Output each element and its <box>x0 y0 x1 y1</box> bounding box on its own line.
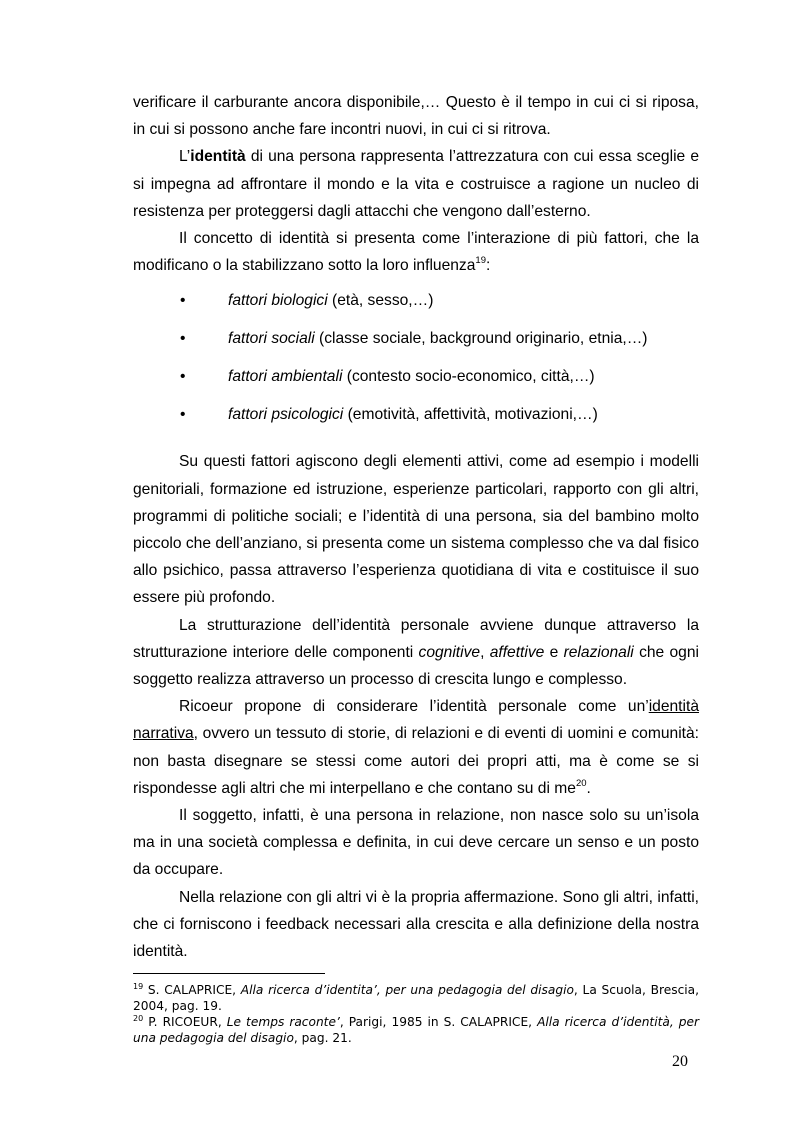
factor-name: fattori psicologici <box>228 406 344 424</box>
footnote-title: Alla ricerca d’identità, per una pedagogia del disagio <box>133 1015 699 1045</box>
footnote-text: S. CALAPRICE, <box>143 983 241 997</box>
paragraph <box>133 143 699 225</box>
paragraph-text: Il concetto di identità si presenta come l’interazione di più fattori, che la modificano o la stabilizzano sotto la loro influenza <box>133 230 699 275</box>
factor-name: fattori sociali <box>228 330 315 348</box>
footnote-text: , Parigi, 1985 in S. CALAPRICE, <box>339 1015 538 1030</box>
footnote-number: 20 <box>133 1014 144 1024</box>
footnotes <box>133 983 699 1047</box>
factor-detail: (emotività, affettività, motivazioni,…) <box>343 406 598 424</box>
paragraph-text: che ogni soggetto realizza attraverso un processo di crescita lungo e complesso. <box>133 643 699 689</box>
footnote-text: , pag. 21. <box>293 1030 352 1045</box>
paragraph <box>133 225 699 279</box>
underlined-term: identità narrativa <box>133 698 699 743</box>
list-item <box>133 287 699 325</box>
bullet-icon: • <box>180 406 186 424</box>
footnote-ref: 19 <box>475 255 486 267</box>
paragraph <box>133 89 699 143</box>
footnote-title: Alla ricerca d’identita’, per una pedagogia del disagio <box>240 983 574 997</box>
paragraph-text: , ovvero un tessuto di storie, di relazioni e di eventi di uomini e comunità: non basta disegnare se stessi come autori dei propri atti, ma è come se si rispondesse agli altri che mi interpellano e che contano su di me <box>133 725 699 797</box>
paragraph-text: . <box>586 779 591 797</box>
paragraph <box>133 884 699 966</box>
italic-term: cognitive <box>418 643 481 661</box>
bullet-icon: • <box>180 330 186 348</box>
bullet-icon: • <box>180 368 186 386</box>
footnote-title: Le temps raconte’ <box>226 1015 340 1030</box>
footnote <box>133 1015 699 1046</box>
body-text <box>133 89 699 965</box>
paragraph-text: L’ <box>179 148 191 166</box>
page-number: 20 <box>672 1053 688 1070</box>
paragraph-text: : <box>485 257 491 275</box>
paragraph <box>133 448 699 611</box>
footnote-text: , La Scuola, Brescia, 2004, pag. 19. <box>133 983 699 1013</box>
paragraph-text: verificare il carburante ancora disponibile,… Questo è il tempo in cui ci si riposa, in cui si possono anche fare incontri nuovi, in cui ci si ritrova. <box>133 94 699 139</box>
paragraph-text: Ricoeur propone di considerare l’identità personale come un’ <box>179 698 649 716</box>
paragraph-text: La strutturazione dell’identità personale avviene dunque attraverso la strutturazione interiore delle componenti <box>133 616 699 661</box>
factor-detail: (classe sociale, background originario, etnia,…) <box>314 330 648 348</box>
factor-list <box>133 287 699 439</box>
footnote-number: 19 <box>133 982 144 991</box>
bullet-icon: • <box>180 292 186 310</box>
italic-term: relazionali <box>563 643 634 661</box>
factor-detail: (età, sesso,…) <box>327 292 434 310</box>
paragraph-text: Nella relazione con gli altri vi è la propria affermazione. Sono gli altri, infatti, che ci forniscono i feedback necessari alla crescita e alla definizione della nostra identità. <box>133 888 699 961</box>
paragraph <box>133 693 699 802</box>
paragraph-text: Su questi fattori agiscono degli elementi attivi, come ad esempio i modelli genitoriali, formazione ed istruzione, esperienze particolari, rapporto con gli altri, programmi di politiche sociali; e l’identità di una persona, sia del bambino molto piccolo che dell’anziano, si presenta come un sistema complesso che va dal fisico allo psichico, passa attraverso l’esperienza quotidiana di vita e costituisce il suo essere più profondo. <box>133 453 699 607</box>
paragraph-text: e <box>544 643 564 661</box>
list-item <box>133 325 699 363</box>
paragraph <box>133 802 699 884</box>
bold-term: identità <box>190 148 246 166</box>
factor-name: fattori biologici <box>228 292 328 310</box>
list-item <box>133 363 699 401</box>
factor-detail: (contesto socio-economico, città,…) <box>342 368 595 386</box>
paragraph-text: Il soggetto, infatti, è una persona in relazione, non nasce solo su un’isola ma in una società complessa e definita, in cui deve cercare un senso e un posto da occupare. <box>133 807 699 879</box>
paragraph <box>133 612 699 694</box>
footnote-divider <box>133 973 325 974</box>
italic-term: affettive <box>489 643 545 661</box>
footnote <box>133 983 699 1014</box>
footnote-ref: 20 <box>575 777 587 789</box>
list-item <box>133 401 699 439</box>
paragraph-text: di una persona rappresenta l’attrezzatura con cui essa sceglie e si impegna ad affrontare il mondo e la vita e costruisce a ragione un nucleo di resistenza per proteggersi dagli attacchi che vengono dall’esterno. <box>133 148 699 220</box>
paragraph-text: , <box>480 643 490 661</box>
footnote-text: P. RICOEUR, <box>143 1015 227 1030</box>
factor-name: fattori ambientali <box>228 368 343 386</box>
